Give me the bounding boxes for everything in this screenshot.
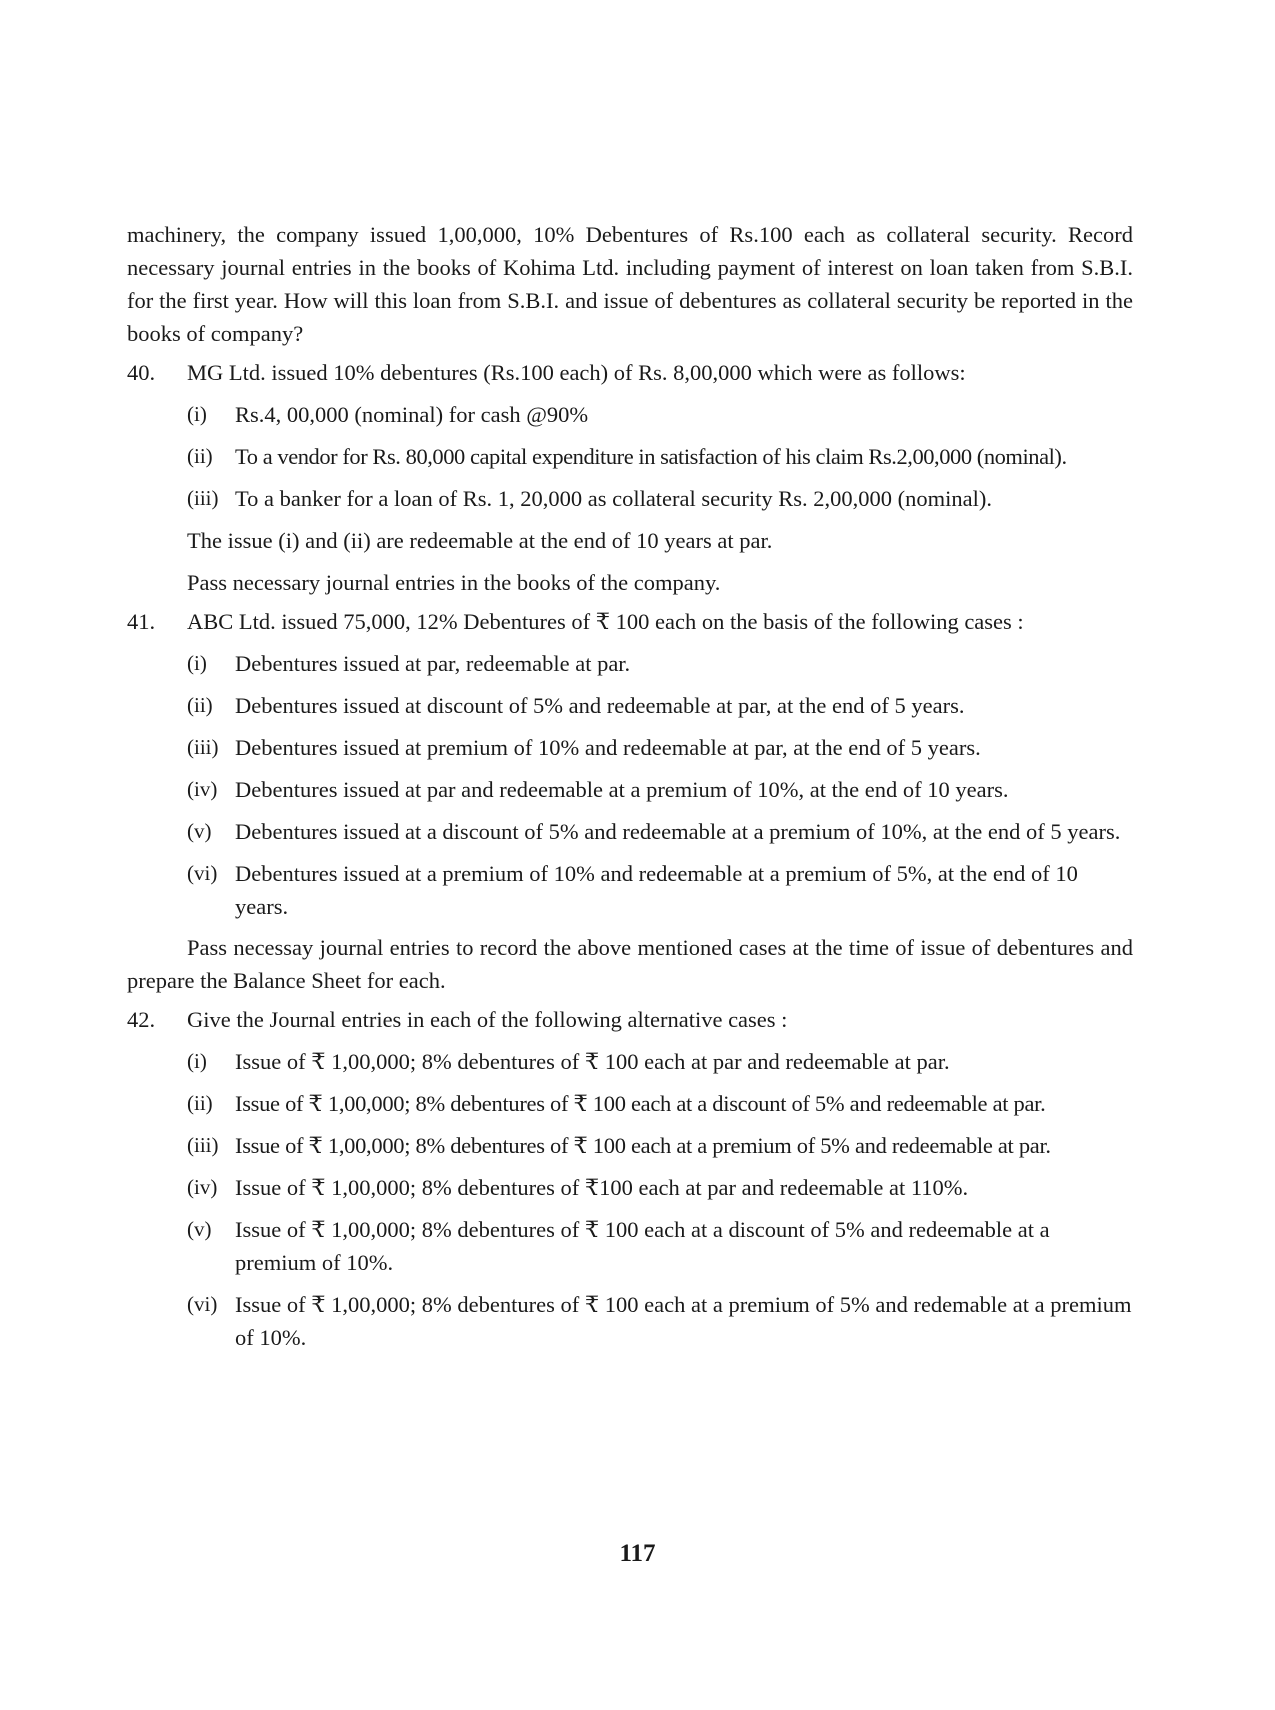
item-number: (ii)	[187, 693, 213, 717]
item-number: (i)	[187, 402, 207, 426]
list-item	[127, 773, 1133, 806]
item-text: To a banker for a loan of Rs. 1, 20,000 as collateral security Rs. 2,00,000 (nominal).	[235, 486, 992, 511]
list-item	[127, 440, 1133, 473]
item-number: (ii)	[187, 1091, 213, 1115]
question-text: Give the Journal entries in each of the following alternative cases :	[187, 1007, 788, 1032]
item-text: Issue of ₹ 1,00,000; 8% debentures of ₹ 100 each at a premium of 5% and redemable at a premium of 10%.	[235, 1292, 1132, 1350]
question-note: The issue (i) and (ii) are redeemable at the end of 10 years at par.	[187, 528, 773, 553]
item-text: Debentures issued at par and redeemable at a premium of 10%, at the end of 10 years.	[235, 777, 1009, 802]
question-42	[127, 1003, 1133, 1036]
list-item	[127, 647, 1133, 680]
item-number: (v)	[187, 819, 212, 843]
list-item	[127, 1129, 1133, 1162]
item-number: (i)	[187, 651, 207, 675]
item-text: Debentures issued at premium of 10% and redeemable at par, at the end of 5 years.	[235, 735, 981, 760]
item-text: Rs.4, 00,000 (nominal) for cash @90%	[235, 402, 589, 427]
question-41	[127, 605, 1133, 638]
list-item	[127, 1087, 1133, 1120]
list-item	[127, 815, 1133, 848]
list-item	[127, 1288, 1133, 1354]
list-item	[127, 1171, 1133, 1204]
item-text: To a vendor for Rs. 80,000 capital expenditure in satisfaction of his claim Rs.2,00,000 (nominal).	[235, 444, 1067, 469]
item-text: Issue of ₹ 1,00,000; 8% debentures of ₹ 100 each at a premium of 5% and redeemable at par.	[235, 1133, 1051, 1158]
item-number: (i)	[187, 1049, 207, 1073]
item-number: (iii)	[187, 735, 219, 759]
list-item	[127, 857, 1133, 923]
item-text: Debentures issued at par, redeemable at par.	[235, 651, 631, 676]
item-number: (ii)	[187, 444, 213, 468]
item-number: (vi)	[187, 861, 218, 885]
question-number: 42.	[127, 1007, 156, 1032]
list-item	[127, 731, 1133, 764]
question-text: ABC Ltd. issued 75,000, 12% Debentures of ₹ 100 each on the basis of the following cases :	[187, 609, 1024, 634]
item-number: (v)	[187, 1217, 212, 1241]
item-number: (iv)	[187, 1175, 218, 1199]
page-number: 117	[619, 1540, 656, 1567]
list-item	[127, 482, 1133, 515]
item-number: (iii)	[187, 486, 219, 510]
item-number: (vi)	[187, 1292, 218, 1316]
item-text: Issue of ₹ 1,00,000; 8% debentures of ₹ 100 each at a discount of 5% and redeemable at par.	[235, 1091, 1046, 1116]
question-number: 40.	[127, 360, 156, 385]
item-text: Debentures issued at a discount of 5% and redeemable at a premium of 10%, at the end of 5 years.	[235, 819, 1121, 844]
item-number: (iii)	[187, 1133, 219, 1157]
item-text: Debentures issued at discount of 5% and redeemable at par, at the end of 5 years.	[235, 693, 965, 718]
item-number: (iv)	[187, 777, 218, 801]
list-item	[127, 1045, 1133, 1078]
question-note: Pass necessary journal entries in the books of the company.	[187, 570, 721, 595]
question-text: MG Ltd. issued 10% debentures (Rs.100 each) of Rs. 8,00,000 which were as follows:	[187, 360, 966, 385]
question-40	[127, 356, 1133, 389]
page-content	[127, 218, 1133, 1354]
list-item	[127, 689, 1133, 722]
question-number: 41.	[127, 609, 156, 634]
list-item	[127, 398, 1133, 431]
intro-paragraph: machinery, the company issued 1,00,000, 10% Debentures of Rs.100 each as collateral security. Record necessary journal entries in the books of Kohima Ltd. including payment of interest on loan taken from S.B.I. for the first year. How will this loan from S.B.I. and issue of debentures as collateral security be reported in the books of company?	[127, 222, 1133, 346]
list-item	[127, 1213, 1133, 1279]
item-text: Issue of ₹ 1,00,000; 8% debentures of ₹ 100 each at par and redeemable at par.	[235, 1049, 950, 1074]
question-note: Pass necessay journal entries to record the above mentioned cases at the time of issue of debentures and prepare the Balance Sheet for each.	[127, 935, 1133, 993]
item-text: Issue of ₹ 1,00,000; 8% debentures of ₹100 each at par and redeemable at 110%.	[235, 1175, 969, 1200]
item-text: Debentures issued at a premium of 10% and redeemable at a premium of 5%, at the end of 10 years.	[235, 861, 1078, 919]
item-text: Issue of ₹ 1,00,000; 8% debentures of ₹ 100 each at a discount of 5% and redeemable at a premium of 10%.	[235, 1217, 1050, 1275]
